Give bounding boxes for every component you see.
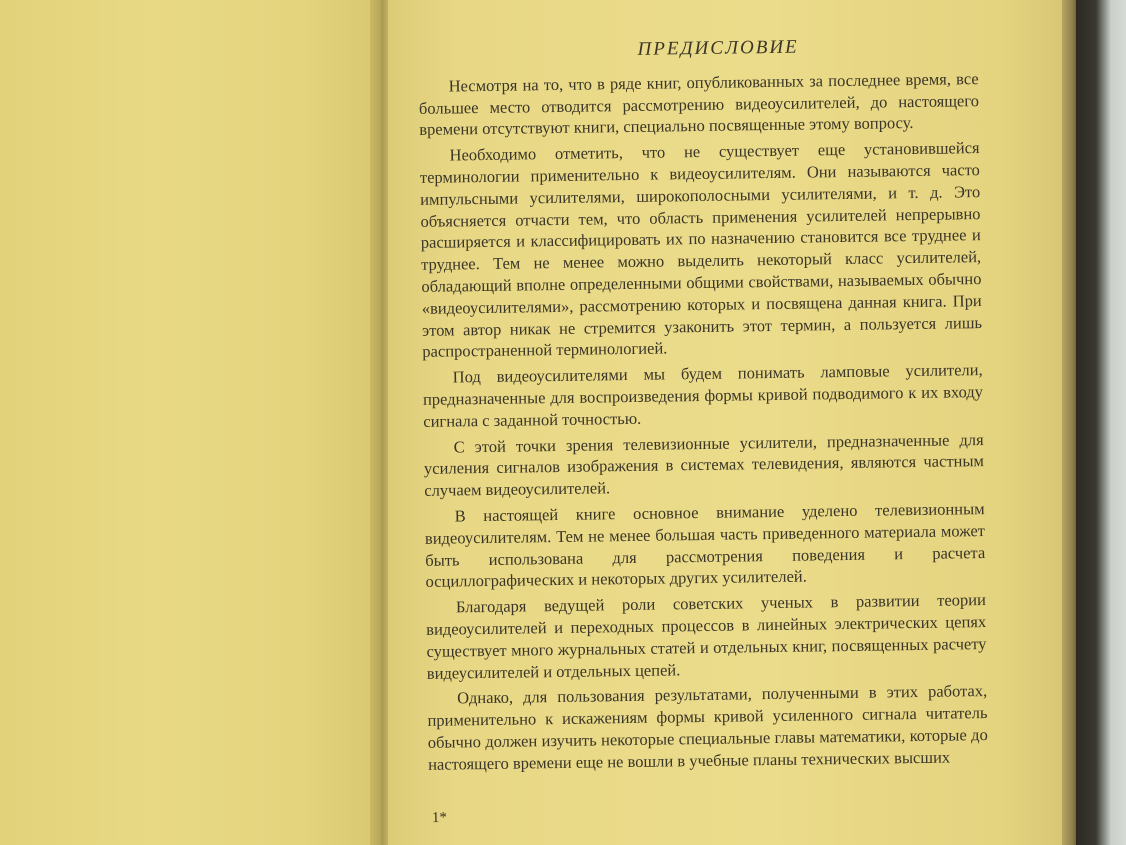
paragraph: Однако, для пользования результатами, полученными в этих работах, применительно к искажениям формы кривой усиленного сигнала читатель обычно должен изучить некоторые специальные главы математики, которые до настоящего времени еще не вошли в учебные планы технических высших: [427, 681, 988, 774]
paragraph: Необходимо отметить, что не существует еще установившейся терминологии применительно к видеоусилителям. Они называются часто импульсными усилителями, широкополосными усилителями, и т. д. Это объясняется отчасти тем, что область применения усилителей непрерывно расширяется и классифицировать их по назначению становится все труднее и труднее. Тем не менее можно выделить некоторый класс усилителей, обладающий вполне определенными общими свойствами, называемых обычно «видеоусилителями», рассмотрению которых и посвящена данная книга. При этом автор никак не стремится узаконить этот термин, а пользуется лишь распространенной терминологией.: [419, 138, 983, 362]
page-signature: 1*: [431, 809, 448, 827]
left-page: [0, 0, 378, 845]
paragraph: Несмотря на то, что в ряде книг, опубликованных за последнее время, все большее место отводится рассмотрению видеоусилителей, до настоящего времени отсутствуют книги, специально посвященные этому вопросу.: [418, 68, 980, 140]
paragraph: Благодаря ведущей роли советских ученых в развитии теории видеоусилителей и переходных процессов в линейных электрических цепях существует много журнальных статей и отдельных книг, посвященных расчету видеусилителей и отдельных цепей.: [426, 590, 987, 683]
paragraph: С этой точки зрения телевизионные усилители, предназначенные для усиления сигналов изображения в системах телевидения, являются частным случаем видеоусилителей.: [423, 429, 985, 501]
page-text: [418, 34, 988, 779]
paragraph: Под видеоусилителями мы будем понимать ламповые усилители, предназначенные для воспроизведения формы кривой подводимого к их входу сигнала с заданной точностью.: [422, 360, 984, 431]
paragraph: В настоящей книге основное внимание уделено телевизионным видеоусилителям. Тем не менее большая часть приведенного материала может быть использована для рассмотрения поведения и расчета осциллографических и некоторых других усилителей.: [424, 498, 986, 592]
page-title: ПРЕДИСЛОВИЕ: [637, 36, 799, 60]
background: [1076, 0, 1126, 845]
